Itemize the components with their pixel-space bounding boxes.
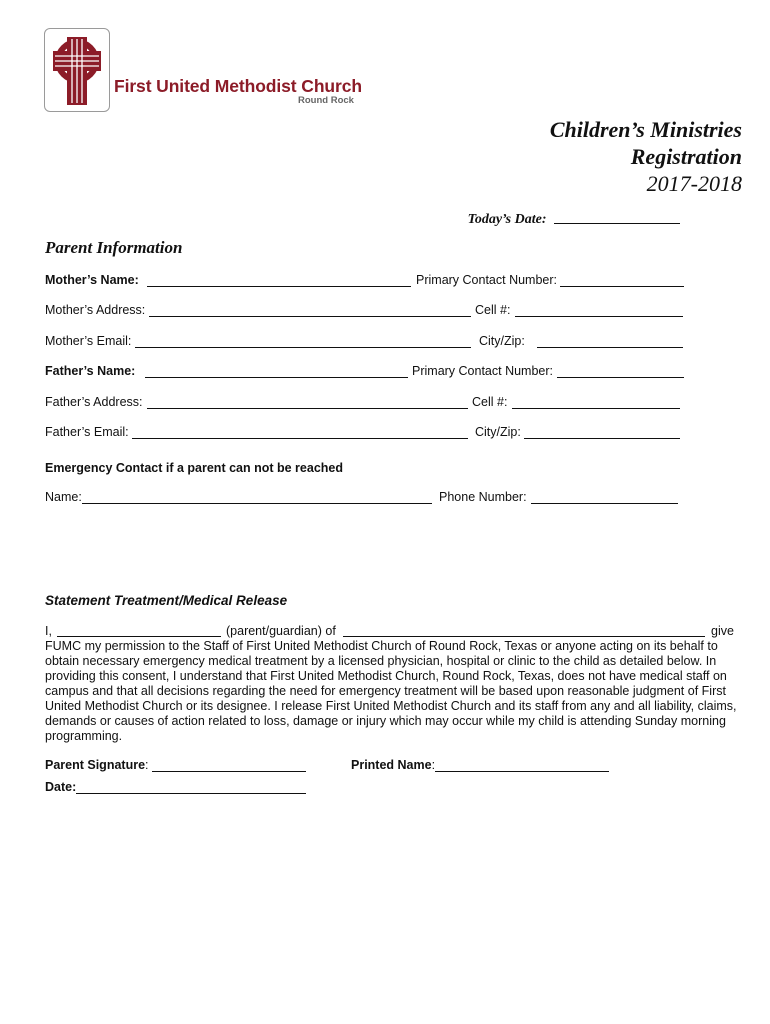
statement-parent-name-field[interactable] [57, 636, 221, 637]
mothers-address-label: Mother’s Address: [45, 303, 146, 317]
mothers-cityzip-field[interactable] [537, 347, 683, 348]
mothers-address-row [45, 303, 685, 319]
parent-signature-row: Parent Signature: [45, 758, 306, 772]
church-logo [44, 28, 110, 112]
parent-signature-field[interactable] [152, 760, 306, 772]
title-line-1: Children’s Ministries [549, 117, 742, 142]
statement-child-name-field[interactable] [343, 636, 705, 637]
mothers-primary-contact-label: Primary Contact Number: [416, 273, 558, 287]
todays-date-row [468, 212, 680, 228]
church-location: Round Rock [298, 95, 354, 106]
mothers-email-row [45, 334, 685, 350]
emergency-phone-label: Phone Number: [439, 490, 527, 504]
date-field[interactable] [76, 782, 306, 794]
fathers-primary-contact-label: Primary Contact Number: [412, 364, 554, 378]
mothers-name-field[interactable] [147, 286, 411, 287]
parent-information-title: Parent Information [45, 238, 183, 257]
mothers-cell-label: Cell #: [475, 303, 511, 317]
emergency-contact-row [45, 490, 685, 506]
fathers-cell-label: Cell #: [472, 395, 508, 409]
emergency-contact-title: Emergency Contact if a parent can not be reached [45, 461, 343, 475]
fathers-email-label: Father’s Email: [45, 425, 129, 439]
statement-give-label: give [711, 624, 734, 638]
emergency-name-label: Name: [45, 490, 82, 504]
fathers-address-label: Father’s Address: [45, 395, 143, 409]
fathers-address-row [45, 395, 685, 411]
fathers-email-field[interactable] [132, 438, 468, 439]
parent-signature-label: Parent Signature [45, 758, 146, 772]
fathers-name-row [45, 364, 685, 380]
fathers-cityzip-field[interactable] [524, 438, 680, 439]
title-line-2: Registration [630, 144, 742, 169]
mothers-address-field[interactable] [149, 316, 471, 317]
emergency-name-field[interactable] [82, 503, 432, 504]
church-name: First United Methodist Church [114, 76, 362, 96]
title-year: 2017-2018 [646, 171, 742, 196]
fathers-email-row [45, 425, 685, 441]
statement-body: FUMC my permission to the Staff of First United Methodist Church of Round Rock, Texas or anyone acting on its behalf to obtain necessary emergency medical treatment by a licensed physician, hospital or clinic to the child as detailed below. In providing this consent, I understand that First United Methodist Church, Round Rock, Texas, does not have medical staff on campus and that all decisions regarding the need for emergency treatment will be based upon reasonable judgment of First United Methodist Church or its designee. I release First United Methodist Church and its staff from any and all liability, claims, demands or causes of action related to loss, damage or injury which may occur while my child is attending Sunday morning programming. [45, 639, 737, 743]
printed-name-row: Printed Name: [351, 758, 609, 772]
emergency-phone-field[interactable] [531, 503, 678, 504]
mothers-cityzip-label: City/Zip: [479, 334, 525, 348]
mothers-name-row [45, 273, 685, 289]
fathers-name-label: Father’s Name: [45, 364, 136, 378]
todays-date-field[interactable] [554, 222, 680, 224]
mothers-primary-contact-field[interactable] [560, 286, 684, 287]
statement-first-line [45, 624, 737, 639]
cross-and-flame-icon [47, 33, 107, 109]
form-title [550, 116, 742, 197]
fathers-address-field[interactable] [147, 408, 468, 409]
statement-parent-guardian-label: (parent/guardian) of [226, 624, 336, 638]
mothers-cell-field[interactable] [515, 316, 683, 317]
fathers-cell-field[interactable] [512, 408, 680, 409]
mothers-email-field[interactable] [135, 347, 471, 348]
todays-date-label: Today’s Date: [467, 212, 547, 227]
fathers-name-field[interactable] [145, 377, 408, 378]
fathers-cityzip-label: City/Zip: [475, 425, 521, 439]
mothers-email-label: Mother’s Email: [45, 334, 132, 348]
date-row: Date: [45, 780, 306, 794]
printed-name-field[interactable] [435, 760, 609, 772]
date-label: Date [45, 780, 73, 794]
fathers-primary-contact-field[interactable] [557, 377, 684, 378]
statement-title: Statement Treatment/Medical Release [45, 593, 288, 608]
statement-paragraph [45, 624, 737, 744]
printed-name-label: Printed Name [351, 758, 432, 772]
mothers-name-label: Mother’s Name: [45, 273, 139, 287]
statement-i-label: I, [45, 624, 52, 638]
